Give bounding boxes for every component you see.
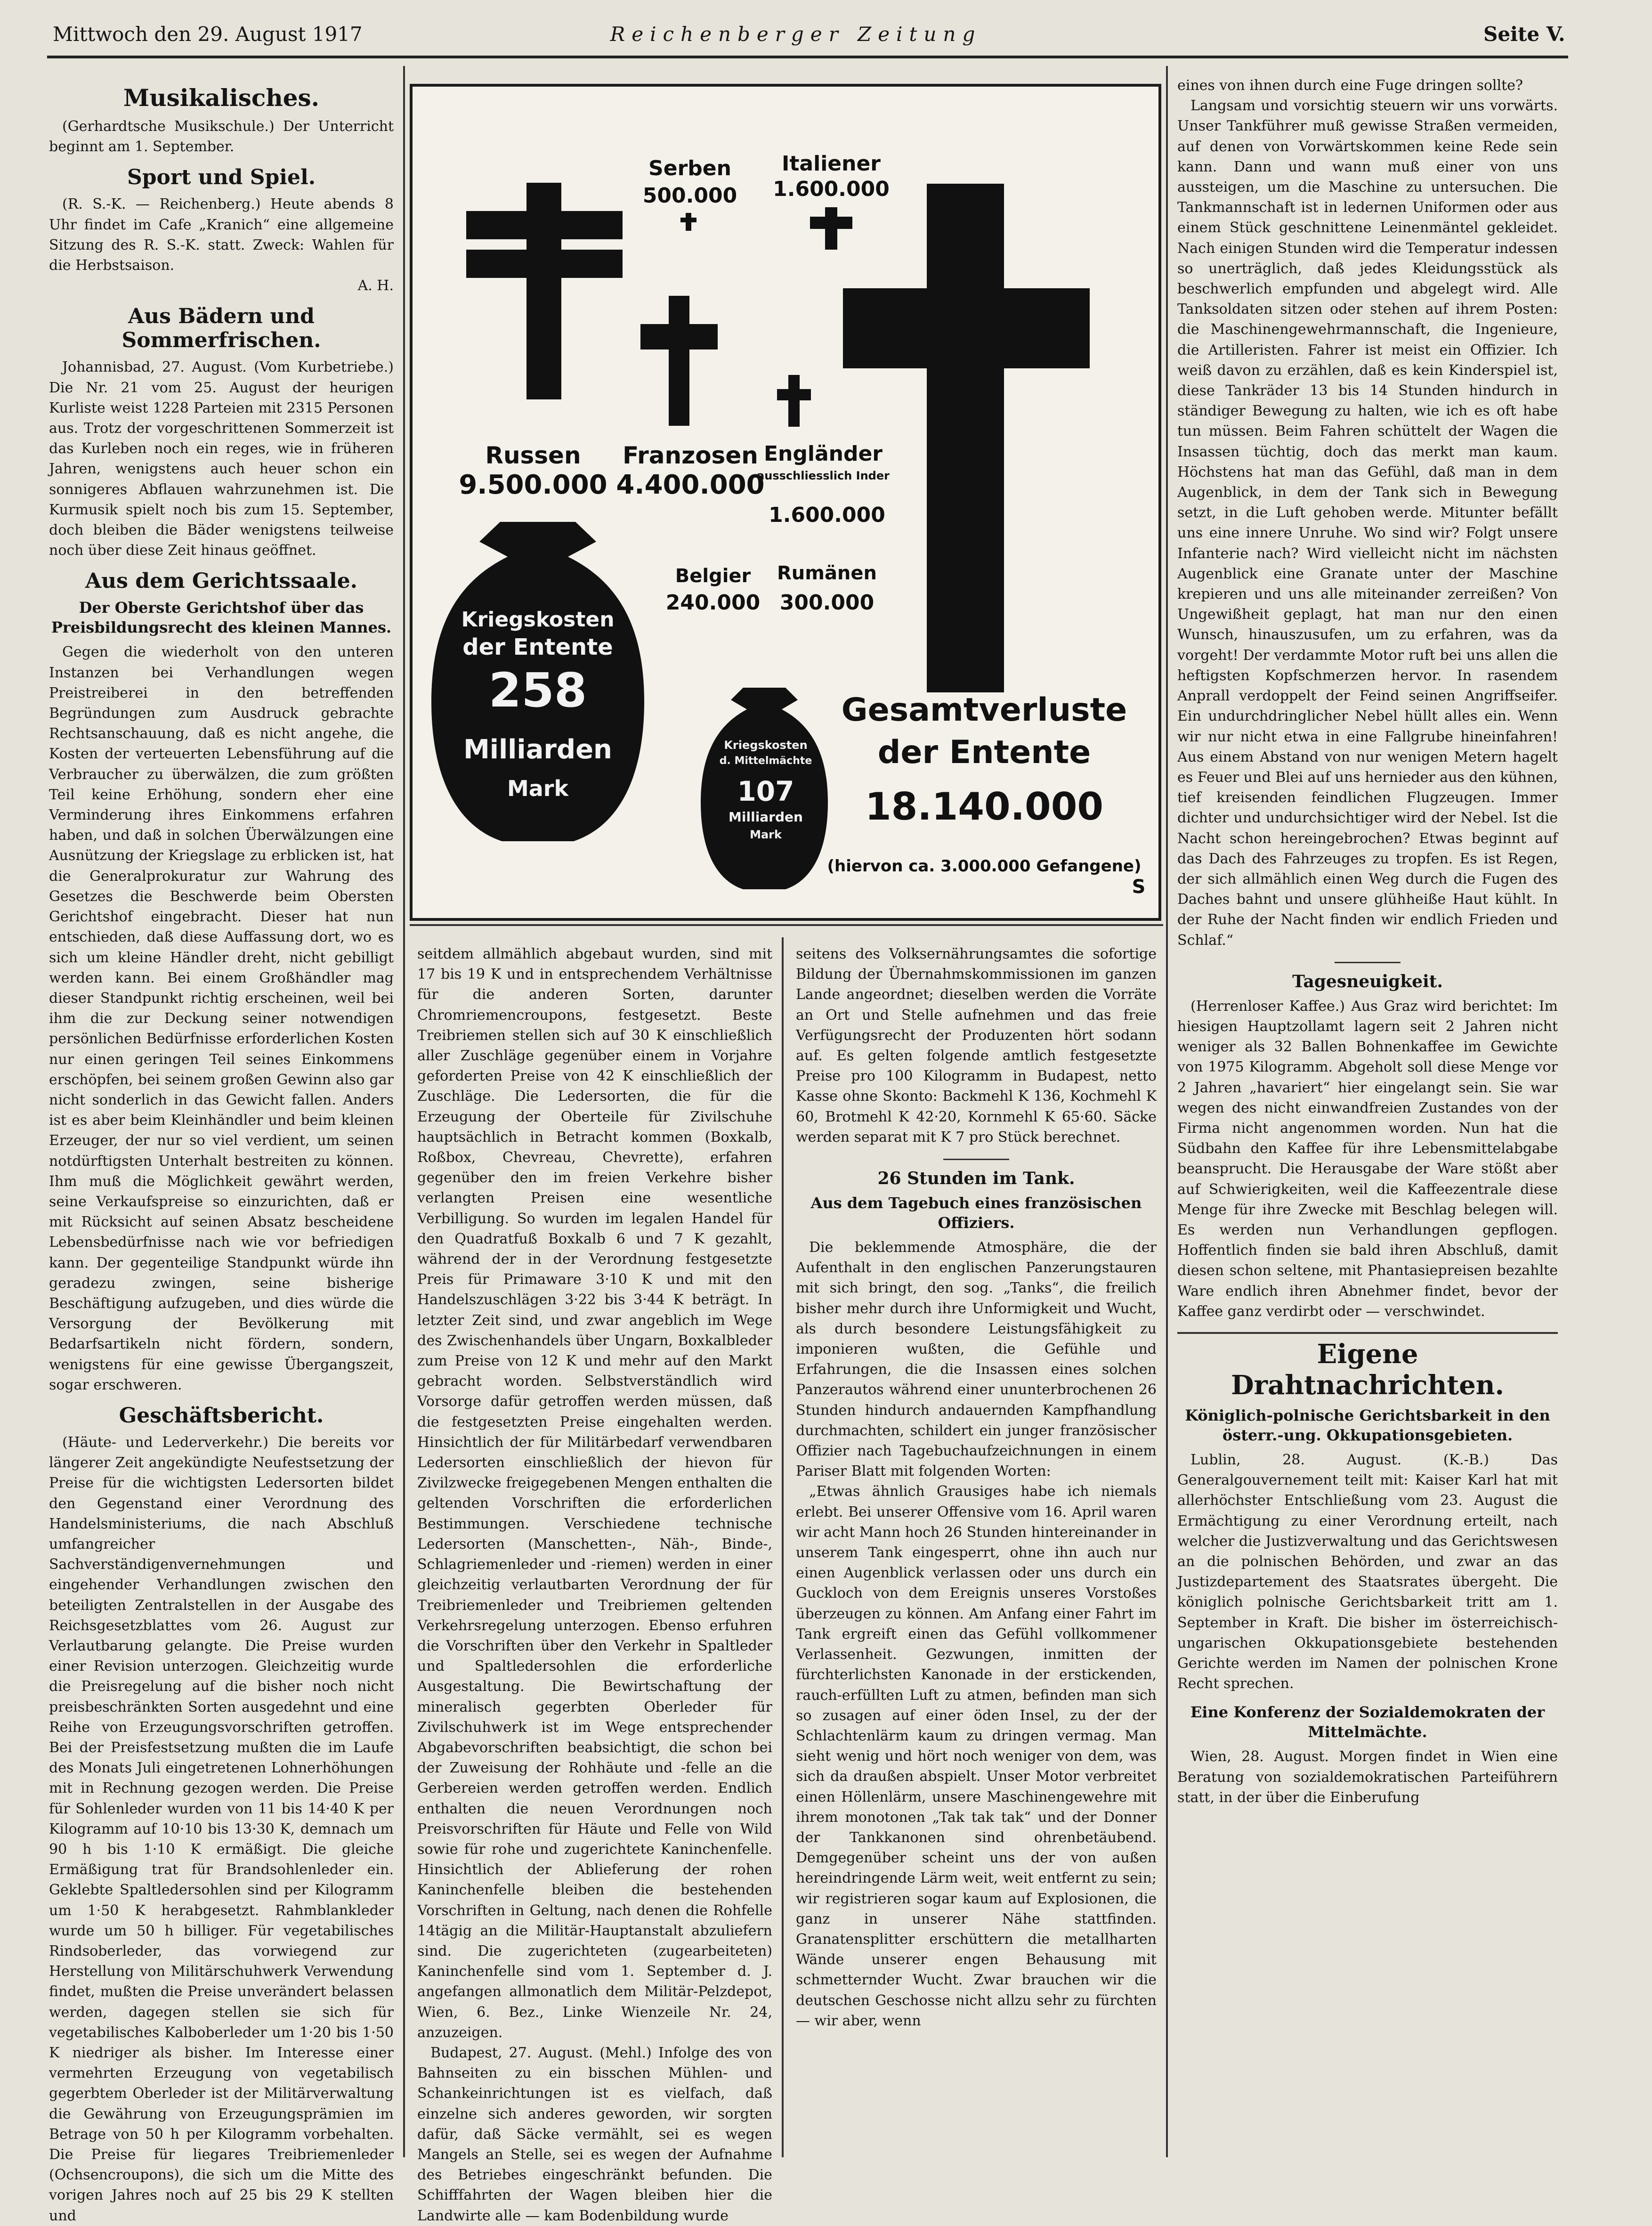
label-italiener: Italiener: [782, 152, 881, 176]
section-title: Musikalisches.: [123, 84, 320, 112]
cross-icon-italiener: [810, 207, 852, 250]
bag-entente-amount: 258: [488, 663, 587, 718]
article-paragraph: Budapest, 27. August. (Mehl.) Infolge des von Bahnseiten zu ein bisschen Mühlen- und Schankeinrichtungen ist es vielfach, daß einzelne sich anderes geworden, wir sorgten dafür, daß Säcke vermählt, sei es wegen Mangels an Stelle, sei es wegen der Aufnahme des Betriebes eingeschränkt befunden. Die Schifffahrten der Wagen bleiben hier die Landwirte alle — kam Bodenbildung wurde: [417, 2044, 772, 2224]
bag-mittelmaechte-currency: Mark: [750, 828, 782, 841]
article-subtitle: Königlich-polnische Gerichtsbarkeit in den österr.-ung. Okkupationsgebieten.: [1185, 1406, 1550, 1444]
article-subtitle: Aus dem Tagebuch eines französischen Offiziers.: [810, 1194, 1142, 1232]
article-paragraph: seitens des Volksernährungsamtes die sofortige Bildung der Übernahmskommissionen im ganzen Lande angeordnet; dieselben werden die Vorräte an Ort und Stelle aufnehmen und das freie Verfügungsrecht der Produzenten hört sodann auf. Es gelten folgende amtlich festgesetzte Preise pro 100 Kilogramm in Budapest, netto Kasse ohne Skonto: Backmehl K 136, Kochmehl K 60, Brotmehl K 42·20, Kornmehl K 65·60. Säcke werden separat mit K 7 pro Stück berechnet.: [796, 946, 1157, 1145]
total-line2: der Entente: [877, 734, 1091, 771]
section-title: Tagesneuigkeit.: [1292, 971, 1443, 991]
cross-icon-gesamt: [843, 184, 1090, 692]
total-note: (hiervon ca. 3.000.000 Gefangene): [827, 857, 1142, 876]
note-englaender: ausschliesslich Inder: [757, 469, 890, 482]
bag-entente-unit: Milliarden: [463, 734, 612, 765]
bag-mittelmaechte-unit: Milliarden: [729, 809, 803, 825]
label-englaender: Engländer: [763, 442, 883, 466]
cross-icon-englaender: [777, 375, 811, 427]
article-signature: A. H.: [357, 277, 394, 294]
value-franzosen: 4.400.000: [616, 470, 765, 500]
label-serben: Serben: [648, 156, 731, 180]
section-rule: [1177, 1332, 1558, 1334]
article-paragraph: (Herrenloser Kaffee.) Aus Graz wird berichtet: Im hiesigen Hauptzollamt lagern seit 2 Jahren nicht weniger als 32 Ballen Bohnenkaffee im Gewichte von 1975 Kilogramm. Abgeholt soll diese Menge vor 2 Jahren „havariert“ hier eingelangt sein. Sie war wegen des nicht einwandfreien Zustandes von der Firma nicht angenommen worden. Nun hat die Südbahn den Kaffee für ihre Lebensmittelabgabe beansprucht. Die Herausgabe der Ware stößt aber auf Schwierigkeiten, weil die Kaffeezentrale diese Menge für ihre Zwecke mit Beschlag belegen will. Es werden nun Verhandlungen gepflogen. Hoffentlich finden sie bald ihren Abschluß, damit diesen schon seltene, mit Phantasiepreisen bezahlte Ware endlich ihren Abnehmer findet, bevor der Kaffee ganz verdirbt oder — verschwindet.: [1177, 998, 1558, 1320]
article-paragraph: eines von ihnen durch eine Fuge dringen sollte?: [1177, 77, 1523, 94]
article-subtitle: Eine Konferenz der Sozialdemokraten der Mittelmächte.: [1190, 1703, 1545, 1741]
column-rule: [782, 937, 784, 2157]
value-rumaenen: 300.000: [779, 591, 875, 615]
label-rumaenen: Rumänen: [777, 562, 877, 584]
article-paragraph: Gegen die wiederholt von den unteren Instanzen bei Verhandlungen wegen Preistreiberei in den betreffenden Begründungen zum Ausdruck gebrachte Rechtsanschauung, daß es nicht angehe, die Kosten der verteuerten Lebensführung auf die Verbraucher zu überwälzen, die zum größten Teil keine Erhöhung, sondern eher eine Verminderung ihres Einkommens erfahren haben, und daß in solchen Überwälzungen eine Ausnützung der Kriegslage zu erblicken ist, hat die Generalprokuratur zur Wahrung des Gesetzes die Beschwerde beim Obersten Gerichtshof eingebracht. Dieser hat nun entschieden, daß diese Auffassung dort, wo es sich um kleine Händler dreht, nicht gebilligt werden kann. Bei einem Großhändler mag dieser Standpunkt richtig erscheinen, weil bei ihm die zur Deckung seiner notwendigen persönlichen Bedürfnisse erforderlichen Kosten nur einen geringen Teil seines Einkommens erschöpfen, bei seinem großen Gewinn also gar nicht sonderlich in das Gewicht fallen. Anders ist es aber beim Kleinhändler und beim kleinen Erzeuger, der nur so viel verdient, um seinen notdürftigsten Unterhalt bestreiten zu können. Ihm muß die Möglichkeit gewährt werden, seine Verkaufspreise so einzurichten, daß er mit Rücksicht auf seinen Absatz bescheidene Lebensbedürfnisse nach wie vor befriedigen kann. Der gegenteilige Standpunkt würde ihn geradezu zwingen, seine bisherige Beschäftigung aufzugeben, und dies würde die Versorgung der Bevölkerung mit Bedarfsartikeln nicht fördern, sondern, wenigstens für eine gewisse Übergangszeit, sogar erschweren.: [49, 644, 394, 1393]
bag-mittelmaechte-line2: d. Mittelmächte: [719, 755, 812, 767]
bag-mittelmaechte-amount: 107: [737, 775, 794, 807]
column-4: [1177, 75, 1558, 2167]
column-2: [417, 944, 772, 2224]
section-divider: [1335, 962, 1401, 963]
article-paragraph: „Etwas ähnlich Grausiges habe ich niemals erlebt. Bei unserer Offensive vom 16. April waren wir acht Mann hoch 26 Stunden hintereinander in unserem Tank eingesperrt, ohne ihn auch nur einen Augenblick verlassen oder uns durch ein Guckloch von dem Ereignis unseres Vorstoßes überzeugen zu können. Am Anfang einer Fahrt im Tank ergreift einen das Gefühl vollkommener Verlassenheit. Gezwungen, inmitten der fürchterlichsten Kanonade in der erstickenden, rauch-erfüllten Luft zu atmen, befinden man sich so zusagen auf einer öden Insel, zu der der Schlachtenlärm kaum zu dringen vermag. Man sieht wenig und hört noch weniger von dem, was sich da draußen abspielt. Unser Motor verbreitet einen Höllenlärm, unsere Maschinengewehre mit ihrem monotonen „Tak tak tak“ und der Donner der Tankkanonen sind ohrenbetäubend. Demgegenüber scheint uns der von außen hereindringende Lärm weit, weit entfernt zu sein; wir registrieren sogar kaum auf Explosionen, die ganz in unserer Nähe stattfinden. Granatensplitter erschüttern die metallharten Wände unserer engen Behausung mit schmetternder Wucht. Zwar brauchen wir die deutschen Geschosse nicht allzu sehr zu fürchten — wir aber, wenn: [796, 1483, 1157, 2029]
page-number: Seite V.: [1483, 23, 1565, 46]
value-italiener: 1.600.000: [773, 177, 890, 201]
article-paragraph: seitdem allmählich abgebaut wurden, sind mit 17 bis 19 K und in entsprechendem Verhältnisse für die anderen Sorten, darunter Chromriemencroupons, festgesetzt. Beste Treibriemen stellen sich auf 30 K einschließlich aller Zuschläge gegenüber einem in Vorjahre geforderten Preise von 42 K einschließlich der Zuschläge. Die Ledersorten, die für die Erzeugung der Oberteile für Zivilschuhe hauptsächlich in Betracht kommen (Boxkalb, Roßbox, Chevreau, Chevrette), erfahren gegenüber den im freien Verkehre bisher verlangten Preisen eine wesentliche Verbilligung. So wurden im legalen Handel für den Quadratfuß Boxkalb 6 und 7 K gezahlt, während der in der Verordnung festgesetzte Preis für Primaware 3·10 K und mit den Handelszuschlägen 3·22 bis 3·44 K beträgt. In letzter Zeit sind, und zwar angeblich im Wege des Zwischenhandels über Ungarn, Boxkalbleder zum Preise von 12 K und mehr auf den Markt gebracht worden. Selbstverständlich wird Vorsorge dafür getroffen werden müssen, daß die festgesetzten Preise eingehalten werden. Hinsichtlich der für Militärbedarf verwendbaren Ledersorten einschließlich der hievon für Zivilzwecke freigegebenen Mengen enthalten die geltenden Vorschriften die erforderlichen Bestimmungen. Verschiedene technische Ledersorten (Manschetten-, Näh-, Binde-, Schlagriemenleder und -riemen) werden in einer gleichzeitig verlautbarten Verordnung der für Treibriemenleder und Treibriemen geltenden Verkehrsregelung unterzogen. Ebenso erfuhren die Vorschriften über den Verkehr in Spaltleder und Spaltledersohlen die erforderliche Ausgestaltung. Die Bewirtschaftung der mineralisch gegerbten Oberleder für Zivilschuhwerk ist im Wege entsprechender Abgabevorschriften beabsichtigt, die schon bei der Zuweisung der Rohhäute und -felle an die Gerbereien werden getroffen werden. Endlich enthalten die neuen Verordnungen noch Preisvorschriften für Häute und Felle von Wild sowie für rohe und zugerichtete Kaninchenfelle. Hinsichtlich der Ablieferung der rohen Kaninchenfelle bleiben die bestehenden Vorschriften in Geltung, nach denen die Rohfelle 14tägig an die Militär-Hauptanstalt abzuliefern sind. Die zugerichteten (zugearbeiteten) Kaninchenfelle sind vom 1. September d. J. angefangen allmonatlich dem Militär-Pelzdepot, Wien, 6. Bez., Linke Wienzeile Nr. 24, anzuzeigen.: [417, 946, 772, 2041]
total-value: 18.140.000: [865, 785, 1104, 829]
article-paragraph: Die beklemmende Atmosphäre, die der Aufenthalt in den englischen Panzerungstauren mit sich bringt, den sog. „Tanks“, die freilich bisher mehr durch ihre Unformigkeit und Wucht, als durch besondere Leistungsfähigkeit zu imponieren wußten, die Gefühle und Erfahrungen, die die Insassen eines solchen Panzerautos während einer ununterbrochenen 26 Stunden hindurch andauernden Kampfhandlung durchmachten, schildert ein junger französischer Offizier nach Tagebuchaufzeichnungen in einem Pariser Blatt mit folgenden Worten:: [796, 1239, 1157, 1480]
section-divider: [943, 1159, 1009, 1160]
article-paragraph: Johannisbad, 27. August. (Vom Kurbetriebe.) Die Nr. 21 vom 25. August der heurigen Kurliste weist 1228 Parteien mit 2315 Personen aus. Trotz der vorgeschrittenen Sommerzeit ist das Kurleben noch ein reges, wie in früheren Jahren, wenigstens auch heuer schon ein sonnigeres Abflauen wahrzunehmen ist. Die Kurmusik spielt noch bis zum 15. September, doch bleiben die Bäder wenigstens teilweise noch über diese Zeit hinaus geöffnet.: [49, 359, 394, 559]
cross-icon-franzosen: [640, 296, 718, 426]
article-paragraph: Langsam und vorsichtig steuern wir uns vorwärts. Unser Tankführer muß gewisse Straßen vermeiden, auf denen von Vorwärtskommen keine Rede sein kann. Dann und wann muß einer von uns aussteigen, um die Maschine zu untersuchen. Die Tankmannschaft ist in ledernen Uniformen oder aus einem Stück geschnittene Leinenmäntel gekleidet. Nach einigen Stunden wird die Temperatur indessen so unerträglich, daß jedes Kleidungsstück als beschwerlich empfunden und abgelegt wird. Alle Tanksoldaten sitzen oder stehen auf ihrem Posten: die Maschinengewehrmannschaft, die Ingenieure, die Artilleristen. Fahrer ist meist ein Offizier. Ich weiß davon zu erzählen, daß es kein Kinderspiel ist, diese Tankräder 13 bis 14 Stunden hindurch in ständiger Bewegung zu halten, wie ich es oft habe tun müssen. Beim Fahren schüttelt der Wagen die Insassen tüchtig, doch das merkt man kaum. Höchstens hat man das Gefühl, daß man in dem Augenblick, in dem der Tank sich in Bewegung setzt, in die Luft gehoben werde. Mitunter befällt uns eine innere Unruhe. Wo sind wir? Folgt unsere Infanterie nach? Wird vielleicht nicht im nächsten Augenblick eine Granate unter der Maschine krepieren und uns alle miteinander zerreißen? Von Ungewißheit geplagt, hat man nur den einen Wunsch, hinauszusufen, um zu erfahren, was da vorgeht! Der verdammte Motor ruft bei uns allen die heftigsten Kopfschmerzen hervor. In rasendem Anprall verdoppelt der Feind seinen Angriffseifer. Ein undurchdringlicher Nebel hüllt alles ein. Wenn wir nur nicht etwa in eine Fallgrube hineinfahren! Aus einem Abstand von nur wenigen Metern hagelt es Feuer und Blei auf uns hernieder aus den kühnen, tief kreisenden feindlichen Flugzeugen. Immer dichter und undurchsichtiger wird der Nebel. Ist die Nacht schon hereingebrochen? Etwas beginnt auf das Dach des Fahrzeuges zu tropfen. Es ist Regen, der sich allmählich einen Weg durch die Fugen des Daches bahnt und unsere glühheiße Haut kühlt. In der Ruhe der Nacht finden wir endlich Frieden und Schlaf.“: [1177, 97, 1558, 949]
article-subtitle: Der Oberste Gerichtshof über das Preisbildungsrecht des kleinen Mannes.: [51, 599, 392, 637]
label-franzosen: Franzosen: [623, 442, 758, 469]
article-paragraph: (Häute- und Lederverkehr.) Die bereits vor längerer Zeit angekündigte Neufestsetzung der Preise für die wichtigsten Ledersorten bildet den Gegenstand einer Verordnung des Handelsministeriums, die nach Abschluß umfangreicher Sachverständigenvernehmungen und eingehender Verhandlungen zwischen den beteiligten Zentralstellen in der Ausgabe des Reichsgesetzblattes vom 26. August zur Verlautbarung gelangte. Die Preise wurden einer Revision unterzogen. Gleichzeitig wurde die Preisregelung auf die bisher noch nicht preisbeschränkten Sorten ausgedehnt und eine Reihe von Erzeugungsvorschriften getroffen. Bei der Preisfestsetzung mußten die im Laufe des Monats Juli eingetretenen Lohnerhöhungen mit in Rechnung gezogen werden. Die Preise für Sohlenleder wurden von 11 bis 14·40 K per Kilogramm auf 10·10 bis 13·30 K, demnach um 90 h bis 1·10 K ermäßigt. Die gleiche Ermäßigung trat für Brandsohlenleder ein. Geklebte Spaltledersohlen sind per Kilogramm um 1·50 K herabgesetzt. Rahmblankleder wurde um 50 h billiger. Für vegetabilisches Rindsoberleder, das vorwiegend zur Herstellung von Militärschuhwerk Verwendung findet, mußten die Preise unverändert belassen werden, dagegen stellen sie sich für vegetabilisches Kalboberleder um 1·20 bis 1·50 K niedriger als bisher. Im Interesse einer vermehrten Erzeugung von vegetabilisch gegerbtem Oberleder ist der Militärverwaltung die Gewährung von Erzeugungsprämien im Betrage von 50 h per Kilogramm vorbehalten. Die Preise für liegares Treibriemenleder (Ochsencroupons), die sich um die Mitte des vorigen Jahres noch auf 25 bis 29 K stellten und: [49, 1434, 394, 2224]
value-belgier: 240.000: [665, 591, 761, 615]
label-belgier: Belgier: [675, 565, 751, 587]
section-title: Eigene Drahtnachrichten.: [1231, 1338, 1505, 1401]
value-russen: 9.500.000: [459, 470, 607, 500]
label-russen: Russen: [485, 442, 581, 469]
total-line1: Gesamtverluste: [841, 691, 1127, 729]
section-title: Aus dem Gerichtssaale.: [85, 569, 357, 593]
section-title: Sport und Spiel.: [127, 165, 316, 190]
column-3: [796, 944, 1157, 2164]
section-title: Aus Bädern und Sommerfrischen.: [121, 304, 321, 353]
bag-entente-line2: der Entente: [462, 634, 613, 660]
cross-icon-serben: [680, 213, 696, 231]
masthead: Reichenberger Zeitung: [610, 23, 982, 46]
article-paragraph: Lublin, 28. August. (K.-B.) Das Generalgouvernement teilt mit: Kaiser Karl hat mit allerhöchster Entschließung vom 23. August die Ermächtigung zu einer Verordnung erteilt, nach welcher die Justizverwaltung und das Gerichtswesen an die polnischen Behörden, und zwar an das Justizdepartement des Staatsrates übergeht. Die königlich polnische Gerichtsbarkeit tritt am 1. September in Kraft. Die bisher im österreichisch-ungarischen Okkupationsgebiete bestehenden Gerichte werden im Namen der polnischen Krone Recht sprechen.: [1177, 1451, 1558, 1692]
value-serben: 500.000: [642, 184, 737, 208]
section-title: 26 Stunden im Tank.: [877, 1169, 1075, 1189]
article-paragraph: (Gerhardtsche Musikschule.) Der Unterricht beginnt am 1. September.: [49, 118, 394, 155]
cross-icon-russen: [466, 183, 623, 399]
bag-entente-line1: Kriegskosten: [461, 608, 615, 632]
bag-entente-currency: Mark: [507, 776, 569, 801]
value-englaender: 1.600.000: [769, 503, 885, 527]
header-date: Mittwoch den 29. August 1917: [53, 23, 363, 46]
article-paragraph: (R. S.-K. — Reichenberg.) Heute abends 8 Uhr findet im Cafe „Kranich“ eine allgemeine Sitzung des R. S.-K. statt. Zweck: Wahlen für die Herbstsaison.: [49, 196, 394, 274]
bag-mittelmaechte-line1: Kriegskosten: [724, 739, 808, 752]
section-title: Geschäftsbericht.: [119, 1403, 324, 1428]
figure-signature: S: [1132, 876, 1146, 898]
article-paragraph: Wien, 28. August. Morgen findet in Wien eine Beratung von sozialdemokratischen Parteiführern statt, in der über die Einberufung: [1177, 1748, 1558, 1806]
